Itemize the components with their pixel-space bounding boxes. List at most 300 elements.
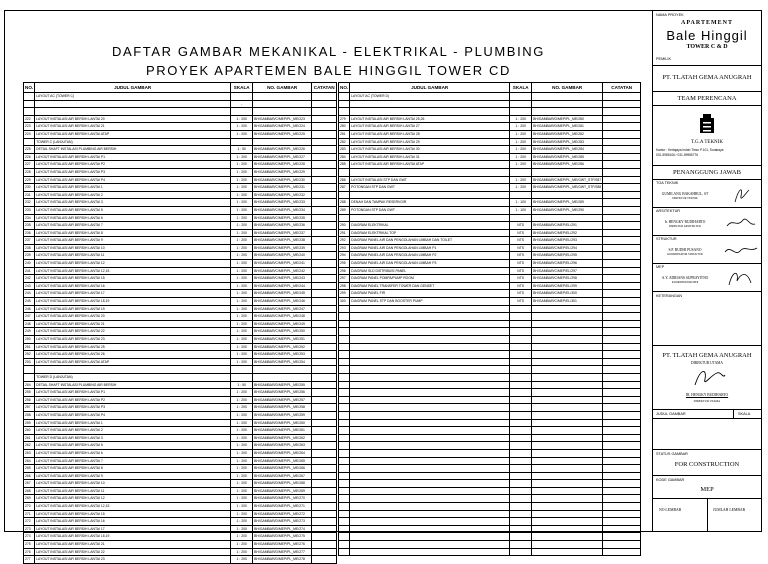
row-notes [312,503,337,511]
row-scale: 1 : 200 [231,206,253,214]
status-value: FOR CONSTRUCTION [674,461,740,468]
row-drawing-number: BH/GAMBAR/C/MEP/PL_ME/233 [253,199,312,207]
row-notes [312,465,337,473]
table-row [24,305,337,313]
row-notes [312,487,337,495]
row-notes [312,100,337,108]
row-scale: 1 : 200 [231,556,253,564]
row-number [339,518,350,526]
row-notes [312,389,337,397]
row-drawing-number: BH/GAMBAR/D/MEP/PL_ME/277 [253,548,312,556]
table-row [24,252,337,260]
row-scale: 1 : 200 [231,267,253,275]
row-drawing-number: BH/GAMBAR/D/MEP/PL_ME/264 [253,449,312,457]
row-notes [312,313,337,321]
row-title: LAYOUT INSTALASI AIR BERSIH LANTAI ATAP [35,358,231,366]
role-label: MEP [656,265,665,269]
row-scale: 1 : 200 [231,191,253,199]
firm-name: T.G.A TEKNIK [691,140,723,145]
row-number: 257 [24,404,35,412]
row-notes [603,123,641,131]
row-number: 225 [24,146,35,154]
row-drawing-number: BH/GAMBAR/C/MEP/PL_ME/235 [253,214,312,222]
table-row [339,275,641,283]
table-row [339,533,641,541]
row-title: LAYOUT INSTALASI AIR BERSIH LANTAI 12 [35,495,231,503]
row-drawing-number: BH/GAMBAR/D/MEP/PL_ME/260 [253,419,312,427]
row-number [24,100,35,108]
row-drawing-number: BH/GAMBAR/D/MEP/PL_ME/280 [532,115,603,123]
row-notes [603,336,641,344]
role-label: TGA TEKNIK [656,181,679,185]
row-drawing-number: BH/GAMBAR/C/MEP/PL_ME/238 [253,237,312,245]
table-row [339,108,641,116]
row-number: 223 [24,123,35,131]
table-row [339,290,641,298]
row-number: 241 [24,267,35,275]
table-row [24,267,337,275]
row-drawing-number: BH/GAMBAR/C/MEP/PL_ME/290 [532,206,603,214]
row-number: 291 [339,229,350,237]
row-number [339,343,350,351]
row-number: 280 [339,123,350,131]
table-row [24,495,337,503]
row-notes [603,237,641,245]
project-line-1: APARTEMENT [680,20,733,26]
row-number [339,396,350,404]
responsible-box [653,166,761,180]
row-notes [603,533,641,541]
table-row [339,419,641,427]
row-title [350,351,510,359]
row-title [350,366,510,374]
table-row [339,487,641,495]
table-row [339,298,641,306]
row-title: LAYOUT INSTALASI AIR BERSIH LANTAI 20 [35,313,231,321]
row-title: LAYOUT INSTALASI AIR BERSIH LANTAI 9 [35,472,231,480]
signature-mark [715,267,759,289]
drawing-table-left [23,82,337,564]
row-notes [603,108,641,116]
row-number [24,108,35,116]
row-title: DETAIL SHAFT INSTALASI PLUMBING AIR BERSIH [35,146,231,154]
table-row [339,123,641,131]
row-notes [603,389,641,397]
section-heading-row [339,93,641,101]
row-title: LAYOUT INSTALASI AIR BERSIH LANTAI 3 [35,434,231,442]
row-drawing-number [532,100,603,108]
row-number: 271 [24,510,35,518]
row-scale: 1 : 200 [510,176,532,184]
table-row [339,153,641,161]
row-title: LAYOUT INSTALASI AIR BERSIH LANTAI 12 [35,260,231,268]
table-row [24,130,337,138]
row-number: 279 [339,115,350,123]
row-title [350,449,510,457]
row-number [339,351,350,359]
row-number [339,168,350,176]
row-drawing-number: BH/GAMBAR/D/MEP/PL_ME/286 [532,161,603,169]
row-scale: 1 : 200 [231,244,253,252]
row-drawing-number [532,108,603,116]
row-notes [603,442,641,450]
signature-mark [715,240,759,262]
row-title: LAYOUT INSTALASI AIR BERSIH LANTAI 10 [35,244,231,252]
row-drawing-number: BH/GAMBAR/D/MEP/PL_ME/270 [253,495,312,503]
row-drawing-number: BH/GAMBAR/C/MEP/PL_ME/246 [253,298,312,306]
remarks-box [653,292,761,346]
row-drawing-number: BH/GAMBAR/D/MEP/PL_ME/258 [253,404,312,412]
row-notes [603,419,641,427]
row-notes [603,541,641,549]
approval-signature-mark [691,365,727,389]
row-scale: 1 : 50 [231,381,253,389]
row-drawing-number: BH/GAMBAR/C/MEP/PL_ME/249 [253,320,312,328]
column-header-no: NO. [24,83,35,93]
row-drawing-number: BH/GAMBAR/D/MEP/PL_ME/263 [253,442,312,450]
row-number [339,191,350,199]
role-name: S.P. BUDHI PUSANO [668,248,702,252]
table-row [339,214,641,222]
row-title [35,100,231,108]
row-scale: 1 : 200 [231,419,253,427]
responsible-heading: PENANGGUNG JAWAB [673,169,741,176]
row-notes [603,495,641,503]
row-scale [231,108,253,116]
role-label: ARSITEKTUR [656,209,681,213]
signature-mark [715,184,759,206]
row-number: 288 [339,199,350,207]
row-drawing-number: BH/GAMBAR/D/MEP/PL_ME/259 [253,411,312,419]
row-drawing-number [532,336,603,344]
row-drawing-number: BH/GAMBAR/C/MEP/EL/291 [532,222,603,230]
row-scale [510,411,532,419]
row-title [35,366,231,374]
row-notes [603,168,641,176]
row-title [350,389,510,397]
row-scale [510,358,532,366]
row-number: 300 [339,298,350,306]
table-row [339,130,641,138]
table-row [24,404,337,412]
row-notes [312,556,337,564]
row-notes [603,525,641,533]
row-drawing-number [532,472,603,480]
row-title: LAYOUT INSTALASI AIR BERSIH LANTAI 11 [35,252,231,260]
table-row [339,411,641,419]
section-heading-row [24,138,337,146]
row-scale: 1 : 200 [231,351,253,359]
approval-box [653,346,761,410]
table-row [24,161,337,169]
row-title: DIAGRAM ELEKTRIKAL TOP [350,229,510,237]
row-drawing-number [532,541,603,549]
row-drawing-number [532,480,603,488]
table-row [339,161,641,169]
row-drawing-number: BH/GAMBAR/D/MEP/PL_ME/262 [253,434,312,442]
table-row [339,328,641,336]
table-row [339,237,641,245]
table-row [24,343,337,351]
row-title: DIAGRAM PANEL AIR DAN PENGOLAHAN LIMBAH DAN TOILET [350,237,510,245]
row-title: LAYOUT INSTALASI AIR BERSIH LANTAI 25,26 [350,115,510,123]
row-notes [312,161,337,169]
row-scale: 1 : 200 [510,184,532,192]
row-notes [312,146,337,154]
firm-box [653,106,761,166]
row-notes [603,244,641,252]
table-row [24,320,337,328]
firm-phone: 031-5985106 / 031-59985776 [656,153,699,157]
row-drawing-number [532,457,603,465]
row-title: DIAGRAM PANEL AIR DAN PENGOLAHAN LIMBAH P2 [350,252,510,260]
row-notes [603,146,641,154]
row-notes [603,404,641,412]
row-drawing-number: BH/GAMBAR/C/MEP/EL/299 [532,282,603,290]
row-number: 285 [339,161,350,169]
row-number: 296 [339,267,350,275]
owner-label: PEMILIK [656,57,671,61]
row-notes [312,123,337,131]
row-drawing-number [532,328,603,336]
row-number: 252 [24,351,35,359]
row-scale: 1 : 200 [510,123,532,131]
row-title: LAYOUT INSTALASI AIR BERSIH LANTAI 25 [35,343,231,351]
row-number: 239 [24,252,35,260]
row-title [350,487,510,495]
row-number [339,108,350,116]
row-scale [510,510,532,518]
row-scale: 1 : 200 [231,442,253,450]
status-label: STATUS GAMBAR [656,452,688,456]
row-number: 244 [24,290,35,298]
row-drawing-number: BH/GAMBAR/C/MEP/PL_ME/228 [253,161,312,169]
row-drawing-number [532,411,603,419]
row-drawing-number [532,351,603,359]
row-drawing-number [532,465,603,473]
row-scale: NTS [510,298,532,306]
role-title: DIREKTUR TEKNIK [672,197,698,200]
row-title: LAYOUT INSTALASI AIR BERSIH LANTAI 16 [35,282,231,290]
row-drawing-number: BH/GAMBAR/D/MEP/PL_ME/273 [253,518,312,526]
row-notes [312,457,337,465]
row-scale: 1 : 200 [231,541,253,549]
table-row [339,427,641,435]
row-title [350,510,510,518]
sheet-no-label: NO LEMBAR [659,508,682,512]
row-number: 263 [24,449,35,457]
table-row [24,396,337,404]
row-notes [312,404,337,412]
row-drawing-number: BH/GAMBAR/C/MEP/PL_ME/GWT_STP/288 [532,184,603,192]
row-number [339,487,350,495]
row-scale: 1 : 200 [231,237,253,245]
table-row [24,153,337,161]
row-drawing-number: BH/GAMBAR/D/MEP/PL_ME/283 [532,138,603,146]
row-drawing-number [253,100,312,108]
column-header-drawing-number: NO. GAMBAR [532,83,603,93]
row-number [339,465,350,473]
row-drawing-number [532,168,603,176]
row-scale: 1 : 200 [231,184,253,192]
row-notes [603,358,641,366]
column-header-title: JUDUL GAMBAR [350,83,510,93]
team-heading: TEAM PERENCANA [677,95,737,102]
row-drawing-number: BH/GAMBAR/C/MEP/EL/300 [532,290,603,298]
section-heading: TOWER C (LANJUTAN) [35,138,231,146]
row-number: 290 [339,222,350,230]
row-notes [603,313,641,321]
row-title: DIAGRAM PANEL AIR DAN PENGOLAHAN LIMBAH P1 [350,244,510,252]
row-drawing-number: BH/GAMBAR/C/MEP/PL_ME/243 [253,275,312,283]
row-drawing-number [532,434,603,442]
row-notes [312,434,337,442]
row-drawing-number: BH/GAMBAR/C/MEP/PL_ME/223 [253,115,312,123]
row-drawing-number: BH/GAMBAR/C/MEP/PL_ME/239 [253,244,312,252]
row-scale: 1 : 200 [231,389,253,397]
row-number: 273 [24,525,35,533]
row-scale [231,366,253,374]
row-number: 229 [24,176,35,184]
row-drawing-number [532,343,603,351]
row-notes [312,548,337,556]
row-notes [312,153,337,161]
row-notes [312,275,337,283]
row-title: DIAGRAM PANEL TRANSFER TOWER DAN GENSET [350,282,510,290]
row-scale: 1 : 200 [231,214,253,222]
row-scale [510,541,532,549]
row-number: 253 [24,358,35,366]
table-row [339,548,641,556]
row-notes [312,290,337,298]
row-drawing-number: BH/GAMBAR/D/MEP/PL_ME/256 [253,389,312,397]
row-scale: 1 : 200 [231,503,253,511]
approval-role: DIREKTUR UTAMA [691,361,723,365]
row-scale [510,381,532,389]
document-subtitle: PROYEK APARTEMEN BALE HINGGIL TOWER CD [146,63,511,78]
row-scale: 1 : 200 [231,176,253,184]
row-notes [312,214,337,222]
row-number [339,358,350,366]
row-notes [603,449,641,457]
row-title: LAYOUT INSTALASI AIR BERSIH LANTAI P2 [35,161,231,169]
row-drawing-number: BH/GAMBAR/C/MEP/PL_ME/251 [253,336,312,344]
project-label: NAMA PROYEK [656,13,684,17]
table-header-row [339,83,641,93]
row-title: LAYOUT INSTALASI AIR BERSIH LANTAI P1 [35,389,231,397]
row-title: LAYOUT INSTALASI AIR BERSIH LANTAI 20 [35,115,231,123]
row-number: 240 [24,260,35,268]
row-title: LAYOUT INSTALASI AIR BERSIH LANTAI 23 [35,336,231,344]
row-number: 248 [24,320,35,328]
team-box [653,92,761,106]
row-drawing-number: BH/GAMBAR/C/MEP/PL_ME/224 [253,123,312,131]
row-number [339,336,350,344]
row-drawing-number [532,305,603,313]
row-notes [312,130,337,138]
table-row [24,525,337,533]
row-number [339,373,350,381]
table-row [24,244,337,252]
row-scale: 1 : 200 [231,123,253,131]
table-row [339,184,641,192]
row-number [339,381,350,389]
row-number: 259 [24,419,35,427]
row-scale [510,396,532,404]
row-title: LAYOUT INSTALASI AIR BERSIH LANTAI 5 [35,206,231,214]
row-scale [510,434,532,442]
row-title: LAYOUT INSTALASI AIR BERSIH LANTAI 17 [35,290,231,298]
row-drawing-number: BH/GAMBAR/C/MEP/PL_ME/242 [253,267,312,275]
row-title [350,503,510,511]
row-number: 298 [339,282,350,290]
row-scale: 1 : 200 [231,465,253,473]
row-notes [312,343,337,351]
table-row [24,290,337,298]
row-title [350,373,510,381]
row-number [339,533,350,541]
row-number: 228 [24,168,35,176]
row-notes [312,373,337,381]
row-scale: 1 : 200 [231,427,253,435]
table-row [339,449,641,457]
row-title [350,191,510,199]
table-row [339,267,641,275]
row-title: LAYOUT INSTALASI AIR BERSIH LANTAI 1 [35,184,231,192]
row-notes [603,411,641,419]
row-drawing-number: BH/GAMBAR/C/MEP/PL_ME/234 [253,206,312,214]
row-number: 294 [339,252,350,260]
row-scale: 1 : 200 [231,404,253,412]
row-notes [603,161,641,169]
row-drawing-number [253,366,312,374]
row-number [24,138,35,146]
role-name: GUMILANG BAKAHRUL, ST [661,192,709,196]
row-scale [231,373,253,381]
row-notes [312,533,337,541]
row-title [350,313,510,321]
row-drawing-number [532,389,603,397]
column-header-title: JUDUL GAMBAR [35,83,231,93]
row-number: 277 [24,556,35,564]
row-notes [603,503,641,511]
row-scale: NTS [510,267,532,275]
section-heading-row [24,373,337,381]
table-row [24,108,337,116]
row-notes [603,343,641,351]
row-scale [510,191,532,199]
row-notes [312,282,337,290]
row-number: 267 [24,480,35,488]
approval-title: DIREKTUR UTAMA [693,399,721,403]
row-drawing-number: BH/GAMBAR/D/MEP/PL_ME/276 [253,541,312,549]
row-notes [312,472,337,480]
row-notes [603,115,641,123]
row-notes [603,214,641,222]
table-row [24,419,337,427]
table-row [24,214,337,222]
row-notes [603,480,641,488]
row-drawing-number [532,366,603,374]
row-scale [510,449,532,457]
row-number: 245 [24,298,35,306]
row-scale [510,533,532,541]
row-scale: 1 : 200 [231,495,253,503]
table-row [339,260,641,268]
row-title: LAYOUT INSTALASI AIR BERSIH LANTAI 2 [35,191,231,199]
row-title: LAYOUT INSTALASI STP DAN GWT [350,176,510,184]
table-row [24,237,337,245]
